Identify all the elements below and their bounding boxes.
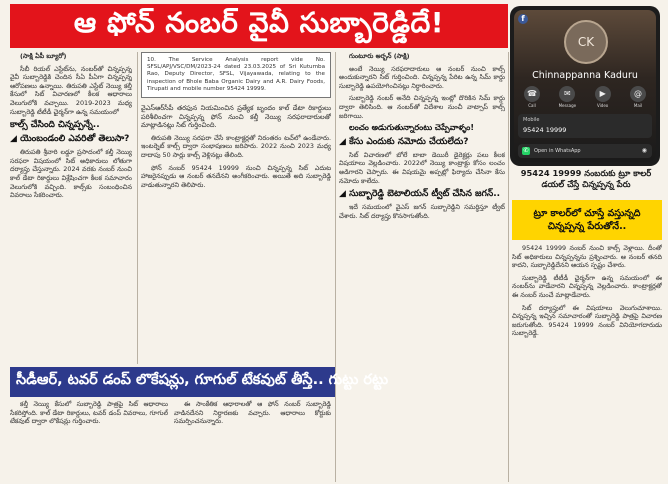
- arrow-icon: ◢: [339, 189, 350, 200]
- band-column-1: [10, 400, 168, 482]
- subheading-text: యెంబండంలి ఎవరితో తెలుసా?: [20, 134, 130, 145]
- subheading: [339, 189, 505, 200]
- article-paragraph: అంటే నెయ్యి సరఫరాదారులు ఆ నంబర్ నుంచి కాల్స్ అందుకున్నారని సిట్ గుర్తించింది. చిన్నప్పన్న పేరిట ఉన్న సిమ్ కార్డు సుబ్బారెడ్డి ఉపయోగించినట్లు నిర్ధారించారు.: [339, 64, 505, 90]
- article-paragraph: ఫోన్ నంబర్ 95424 19999 నుంచి చిన్నప్పన్న సిట్ ఎదుట హాజరైనప్పుడు ఆ నంబర్ తనదేనని అంగీకరించారు. అయితే అది సుబ్బారెడ్డి వాడుతున్నారని తెలిపారు.: [141, 163, 331, 189]
- action-label: Video: [597, 103, 609, 108]
- article-column-4: [512, 244, 662, 482]
- highlight-box: [512, 200, 662, 240]
- subheading: [339, 137, 505, 148]
- headline-text: ఆ ఫోన్ నంబర్ వైవీ సుబ్బారెడ్డిదే!: [73, 6, 445, 39]
- facebook-icon: f: [518, 14, 528, 24]
- arrow-icon: ◢: [339, 136, 350, 147]
- contact-name: Chinnappanna Kaduru: [532, 70, 638, 81]
- subheading: [10, 120, 132, 131]
- dateline: గుంటూరు అర్బన్ (సాక్షి): [349, 52, 410, 60]
- phone-number: 95424 19999: [523, 126, 567, 134]
- article-paragraph: తిరుపతి నెయ్యి సరఫరా చేసే కాంట్రాక్టర్లతో నిరంతరం టచ్‌లో ఉండేవారు. ఇంటర్నెట్ కాల్స్ ద్వారా సంభాషణలు జరిపారు. 2022 నుంచి 2023 మధ్య దాదాపు 50 సార్లు కాల్స్ వెళ్లినట్లు తేలింది.: [141, 133, 331, 159]
- article-column-2: [141, 52, 331, 364]
- article-paragraph: సిట్ విచారణలో బోలే బాబా డెయిరీ డైరెక్టర్లు పలు కీలక విషయాలు వెల్లడించారు. 2022లో నెయ్యి కాంట్రాక్టు కోసం లంచం అడిగారని చెప్పారు. ఈ విషయమై అప్పట్లో ఫిర్యాదు చేసినా కేసు నమోదు కాలేదు.: [339, 150, 505, 185]
- document-excerpt: 10. The Service Analysis report vide No. SFSL/APJ/VSC/DM/2023-24 dated 23.03.2025 of Sri Kutumba Rao, Deputy Director, SFSL, Vijayawada, relating to the inspection of Bhole Baba Organic Dairy and A.R. Dairy Foods, Tirupati and mobile number 95424 19999.: [141, 52, 331, 98]
- article-column-3: [339, 52, 505, 482]
- message-icon: ✉: [559, 86, 575, 102]
- mobile-info-card: [518, 114, 652, 138]
- avatar: CK: [564, 20, 608, 64]
- article-paragraph: సుబ్బారెడ్డి నంబర్ అనేది చిన్నప్పన్న ఇంట్లో దొరికిన సిమ్ కార్డు ద్వారా తెలిసింది. ఆ నంబర్‌తో విదేశాల నుంచీ వాట్సాప్ కాల్స్ జరిగాయి.: [339, 94, 505, 120]
- article-paragraph: సుబ్బారెడ్డి టీటీడీ ఛైర్మన్‌గా ఉన్న సమయంలో ఈ నంబర్‌ను వాడేవారని చిన్నప్పన్న వెల్లడించారు. కాంట్రాక్టర్లతో ఈ నంబర్ నుంచే మాట్లాడేవారు.: [512, 273, 662, 299]
- highlight-line-2: చిన్నప్పన్న పేరుతోనే..: [547, 221, 627, 232]
- article-paragraph: సిట్ దర్యాప్తులో ఈ విషయాలు వెలుగుచూశాయి. చిన్నప్పన్న ఇచ్చిన సమాచారంతో సుబ్బారెడ్డి పాత్రపై విచారణ జరుగుతోంది. 95424 19999 నంబర్ వినియోగదారుడు సుబ్బారెడ్డే.: [512, 303, 662, 338]
- video-action: [589, 86, 617, 108]
- column-divider: [508, 52, 509, 482]
- excerpt-quote: వైఎస్ఆర్‌సీపీ తరఫున నియమించిన ప్రత్యేక బృందం కాల్ డేటా రికార్డులు పరిశీలించగా చిన్నప్పన్న ఫోన్ నుంచి కల్తీ నెయ్యి సరఫరాదారులతో మాట్లాడినట్లు సిట్ గుర్తించింది.: [141, 104, 331, 130]
- action-label: Call: [528, 103, 536, 108]
- mail-icon: @: [630, 86, 646, 102]
- band-column-2: [174, 400, 331, 482]
- whatsapp-icon: ✆: [523, 147, 529, 154]
- whatsapp-label: Open in WhatsApp: [534, 148, 581, 154]
- section-banner-text: సీడీఆర్, టవర్ డంప్ లొకేషన్లు, గూగుల్ టేకవుట్ తీస్తే.. గుట్టు రట్టు: [16, 372, 389, 388]
- highlight-line-1: ట్రూ కాలర్‌లో చూస్తే వస్తున్నది: [533, 208, 641, 219]
- headline-banner: [10, 4, 508, 48]
- article-paragraph: కల్తీ నెయ్యి కేసులో సుబ్బారెడ్డి పాత్రపై సిట్ ఆధారాలు సేకరిస్తోంది. కాల్ డేటా రికార్డులు, టవర్ డంప్ వివరాలు, గూగుల్ టేకవుట్ ద్వారా లొకేషన్లు గుర్తించారు.: [10, 400, 168, 426]
- article-paragraph: 95424 19999 నంబర్ నుంచి కాల్స్ వెళ్లాయి. దీంతో సిట్ అధికారులు చిన్నప్పన్నను ప్రశ్నించారు. ఆ నంబర్ తనది కాదని, సుబ్బారెడ్డిదేనని ఆయన స్పష్టం చేశారు.: [512, 244, 662, 270]
- call-action: [518, 86, 546, 108]
- column-divider: [335, 52, 336, 482]
- video-icon: ▶: [595, 86, 611, 102]
- mobile-label: Mobile: [523, 117, 540, 123]
- section-banner: [10, 367, 389, 397]
- phone-screenshot: [510, 6, 660, 166]
- action-label: Mail: [633, 103, 643, 108]
- subheading-text: కేసు ఎందుకు నమోదు చేయలేదు?: [349, 136, 469, 147]
- subheading-text: కాల్స్ చేసింది చిన్నప్పన్నే..: [10, 120, 100, 131]
- photo-caption: 95424 19999 నంబరుకు ట్రూ కాలర్ డయల్ చేస్తే చిన్నప్పన్న పేరు: [520, 168, 652, 189]
- subheading-text: సుబ్బారెడ్డి బెటాలియన్ ట్వీట్ చేసిన జగన్..: [349, 189, 501, 200]
- mail-action: [624, 86, 652, 108]
- contact-actions: [518, 86, 652, 108]
- action-label: Message: [558, 103, 577, 108]
- dateline: (సాక్షి ఏపీ బ్యూరో): [20, 52, 67, 60]
- article-paragraph: ఇదే సమయంలో వైఎస్ జగన్ సుబ్బారెడ్డిని సమర్థిస్తూ ట్వీట్ చేశారు. సిట్ దర్యాప్తు కొనసాగుతోంది.: [339, 203, 505, 220]
- article-paragraph: తిరుపతి శ్రీవారి లడ్డూ ప్రసాదంలో కల్తీ నెయ్యి సరఫరా విషయంలో సిట్ అధికారులు లోతుగా దర్యాప్తు చేస్తున్నారు. 2024 వరకు నంబర్ నుంచి కాల్ డేటా రికార్డులు విశ్లేషించగా కీలక సమాచారం వెలుగులోకి వచ్చింది. కాల్స్‌కు సంబంధించిన వివరాలు సేకరించారు.: [10, 148, 132, 200]
- bold-subline: లంచం అడుగుతున్నారంటు చెప్పేవాళ్ళం!: [349, 123, 475, 133]
- message-action: [553, 86, 581, 108]
- camera-icon: ◉: [641, 147, 647, 154]
- article-column-1: [10, 52, 132, 364]
- phone-icon: ☎: [524, 86, 540, 102]
- subheading-2: [10, 134, 132, 145]
- article-paragraph: ఈ సాంకేతిక ఆధారాలతో ఆ ఫోన్ నంబర్ సుబ్బారెడ్డి వాడినదేనని నిర్ధారణకు వచ్చారు. ఆధారాలు కోర్టుకు సమర్పించనున్నారు.: [174, 400, 331, 426]
- column-divider: [137, 52, 138, 364]
- arrow-icon: ◢: [10, 134, 21, 145]
- article-paragraph: సీబీ రియల్ ఎస్టేట్‌ను, నంబర్‌తో చిన్నప్పన్న వైవీ సుబ్బారెడ్డికి చెందిన సీఏ పీఏగా చిన్నప్పన్న ఆరోపణలు ఉన్నాయి. తిరుపతి ఎస్టేట్ నెయ్యి కల్తీ కేసులో సిట్ విచారణలో కీలక ఆధారాలు వెలుగులోకి వచ్చాయి. 2019-2023 మధ్య సుబ్బారెడ్డి టీటీడీ ఛైర్మన్‌గా ఉన్న సమయంలో: [10, 64, 132, 116]
- whatsapp-bar: [518, 144, 652, 158]
